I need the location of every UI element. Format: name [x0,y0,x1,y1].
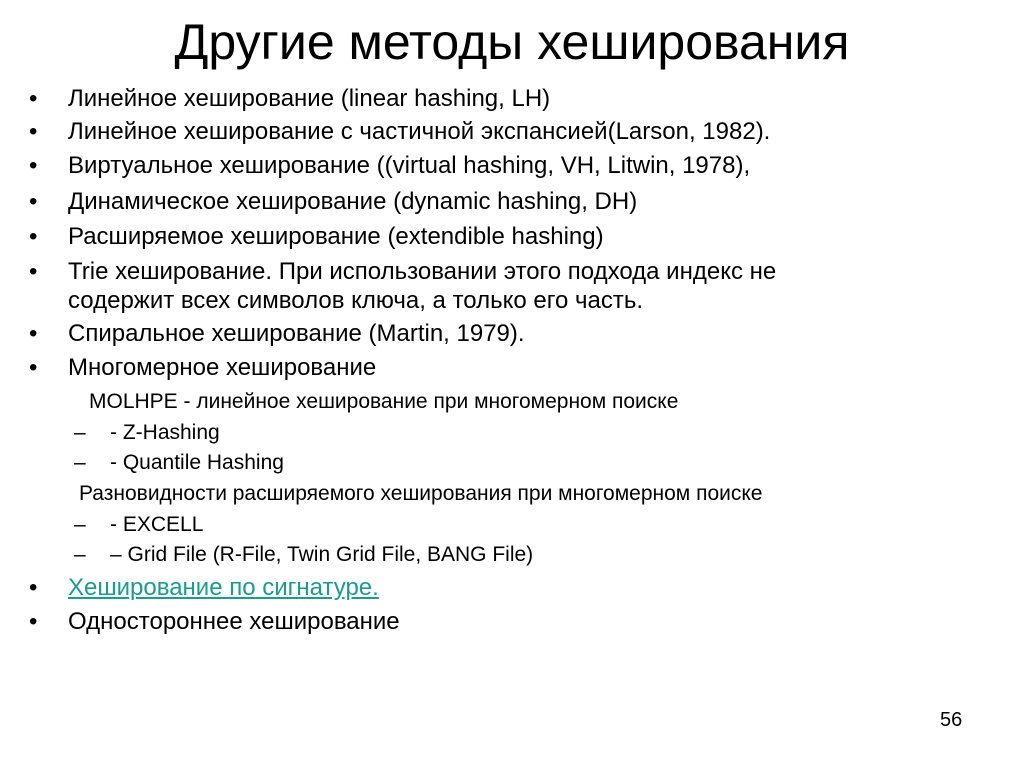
dash-icon: – [74,543,86,566]
sublist-heading-text: Разновидности расширяемого хеширования при многомерном поиске [79,482,763,505]
list-item-text: Виртуальное хеширование ((virtual hashing, VH, Litwin, 1978), [68,152,751,179]
sublist-item-text: - Z-Hashing [110,421,220,444]
bullet-icon: • [29,152,38,179]
bullet-icon: • [29,223,38,250]
list-item-text: содержит всех символов ключа, а только его часть. [68,287,644,314]
sublist-item-text: – Grid File (R-File, Twin Grid File, BANG File) [110,543,534,566]
list-item-text: Спиральное хеширование (Martin, 1979). [68,320,525,347]
bullet-icon: • [29,320,38,347]
bullet-icon: • [29,258,38,285]
list-item-text: Линейное хеширование (linear hashing, LH) [68,85,551,112]
sublist-item-text: - EXCELL [110,513,204,536]
bullet-icon: • [29,608,38,635]
list-item-text: Линейное хеширование с частичной экспансией(Larson, 1982). [68,118,771,145]
sublist-item-text: - Quantile Hashing [110,451,284,474]
signature-hashing-link[interactable]: Хеширование по сигнатуре. [68,574,379,601]
list-item-text: Расширяемое хеширование (extendible hashing) [68,223,604,250]
bullet-icon: • [29,118,38,145]
dash-icon: – [74,513,86,536]
dash-icon: – [74,421,86,444]
list-item-text: Одностороннее хеширование [68,608,400,635]
bullet-icon: • [29,85,38,112]
sublist-heading-text: MOLHPE - линейное хеширование при многомерном поиске [89,390,679,413]
slide-title: Другие методы хеширования [174,14,850,70]
bullet-icon: • [29,354,38,381]
bullet-icon: • [29,574,38,601]
list-item-text: Trie хеширование. При использовании этого подхода индекс не [68,258,777,285]
list-item-text: Многомерное хеширование [68,354,377,381]
bullet-icon: • [29,188,38,215]
list-item-text: Динамическое хеширование (dynamic hashing, DH) [68,188,638,215]
page-number: 56 [940,709,963,731]
dash-icon: – [74,451,86,474]
